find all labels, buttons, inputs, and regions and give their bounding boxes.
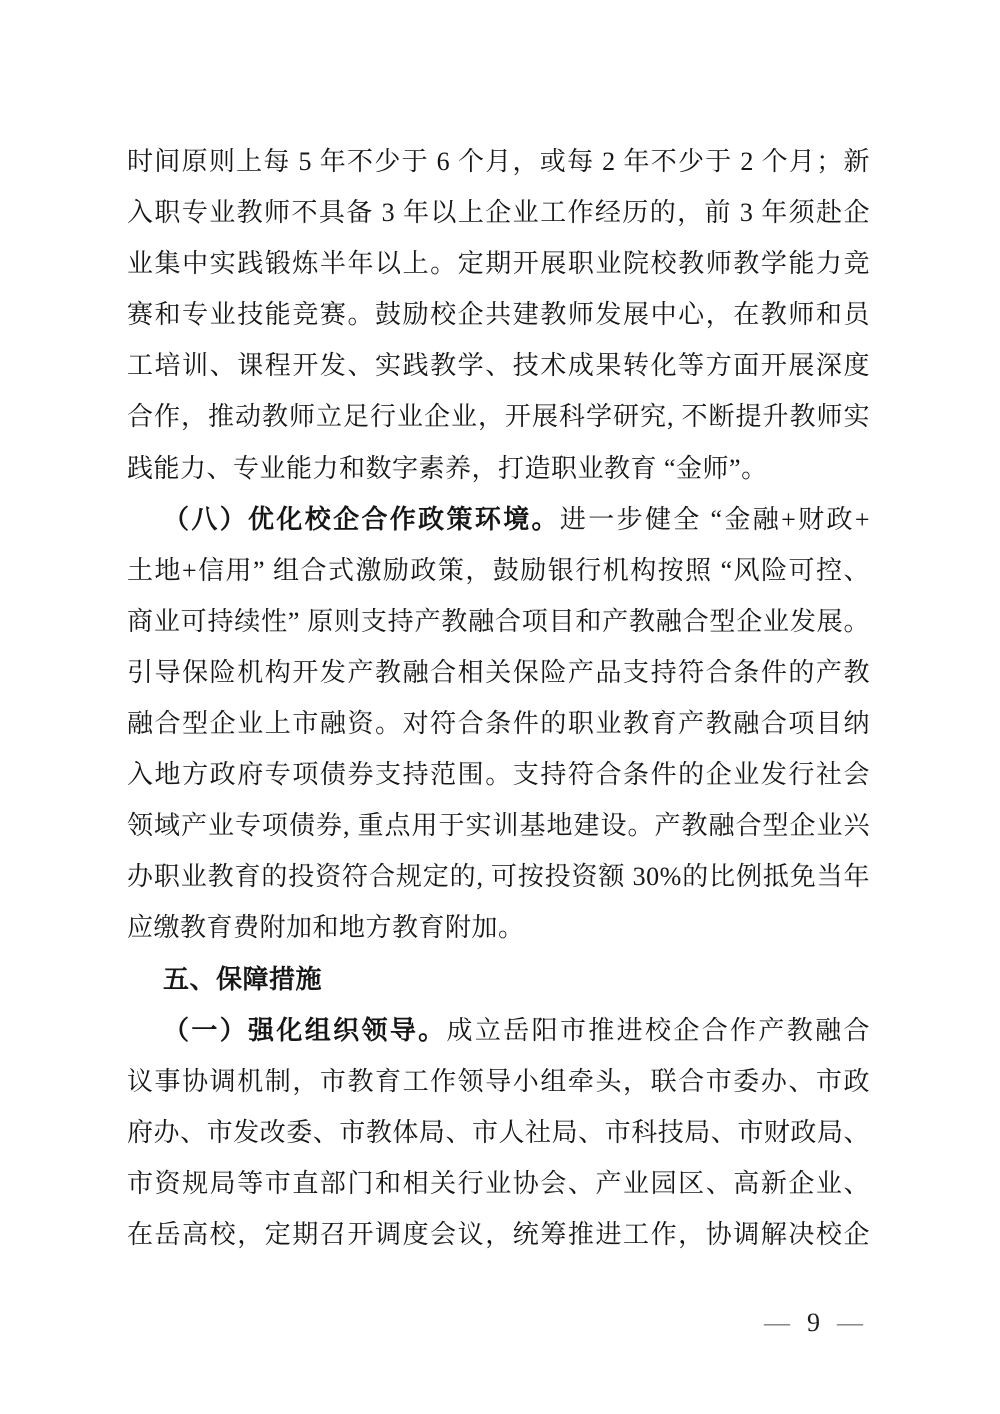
text-line	[127, 698, 870, 749]
text-run: 进一步健全 “金融+财政+	[559, 504, 870, 534]
text-line	[127, 443, 870, 494]
text-run: 引导保险机构开发产教融合相关保险产品支持符合条件的产教	[127, 657, 870, 687]
text-run: 赛和专业技能竞赛。鼓励校企共建教师发展中心，在教师和员	[127, 300, 870, 330]
text-line	[127, 289, 870, 340]
text-line	[127, 238, 870, 289]
page-number: 9	[807, 1308, 820, 1337]
text-run: 践能力、专业能力和数字素养，打造职业教育 “金师”。	[127, 453, 768, 483]
page-number-footer	[764, 1310, 863, 1336]
text-run: 入职专业教师不具备 3 年以上企业工作经历的，前 3 年须赴企	[127, 198, 870, 228]
text-line	[127, 1209, 870, 1260]
bold-run: 五、保障措施	[163, 964, 323, 994]
text-line	[127, 1107, 870, 1158]
text-line	[127, 340, 870, 391]
text-run: 工培训、课程开发、实践教学、技术成果转化等方面开展深度	[127, 351, 870, 381]
text-run: 商业可持续性” 原则支持产教融合项目和产教融合型企业发展。	[127, 606, 870, 636]
bold-run: （八）优化校企合作政策环境。	[163, 504, 560, 534]
text-line	[127, 596, 870, 647]
text-run: 土地+信用” 组合式激励政策，鼓励银行机构按照 “风险可控、	[127, 555, 870, 585]
text-run: 领域产业专项债券, 重点用于实训基地建设。产教融合型企业兴	[127, 811, 870, 841]
text-line	[127, 1158, 870, 1209]
text-run: 合作，推动教师立足行业企业，开展科学研究, 不断提升教师实	[127, 402, 870, 432]
text-run: 业集中实践锻炼半年以上。定期开展职业院校教师教学能力竞	[127, 249, 870, 279]
text-line	[127, 1005, 870, 1056]
text-run: 时间原则上每 5 年不少于 6 个月，或每 2 年不少于 2 个月；新	[127, 147, 870, 176]
text-run: 成立岳阳市推进校企合作产教融合	[446, 1015, 870, 1045]
footer-dash-left: —	[764, 1308, 790, 1337]
text-line	[127, 545, 870, 596]
text-line	[127, 187, 870, 238]
text-run: 融合型企业上市融资。对符合条件的职业教育产教融合项目纳	[127, 709, 870, 739]
text-line	[127, 647, 870, 698]
text-line	[127, 391, 870, 442]
text-run: 议事协调机制，市教育工作领导小组牵头，联合市委办、市政	[127, 1066, 870, 1096]
text-run: 入地方政府专项债券支持范围。支持符合条件的企业发行社会	[127, 760, 870, 790]
text-run: 府办、市发改委、市教体局、市人社局、市科技局、市财政局、	[127, 1117, 870, 1147]
text-line	[127, 902, 870, 953]
footer-dash-right: —	[837, 1308, 863, 1337]
text-line	[127, 800, 870, 851]
text-line	[127, 749, 870, 800]
bold-run: （一）强化组织领导。	[163, 1015, 447, 1045]
text-run: 应缴教育费附加和地方教育附加。	[127, 913, 525, 943]
text-line	[127, 1056, 870, 1107]
text-line	[127, 954, 870, 1005]
text-line	[127, 494, 870, 545]
text-line	[127, 851, 870, 902]
text-run: 市资规局等市直部门和相关行业协会、产业园区、高新企业、	[127, 1168, 870, 1198]
text-run: 办职业教育的投资符合规定的, 可按投资额 30%的比例抵免当年	[127, 862, 870, 892]
document-body	[127, 136, 870, 1260]
text-run: 在岳高校，定期召开调度会议，统筹推进工作，协调解决校企	[127, 1219, 870, 1249]
text-line	[127, 136, 870, 187]
